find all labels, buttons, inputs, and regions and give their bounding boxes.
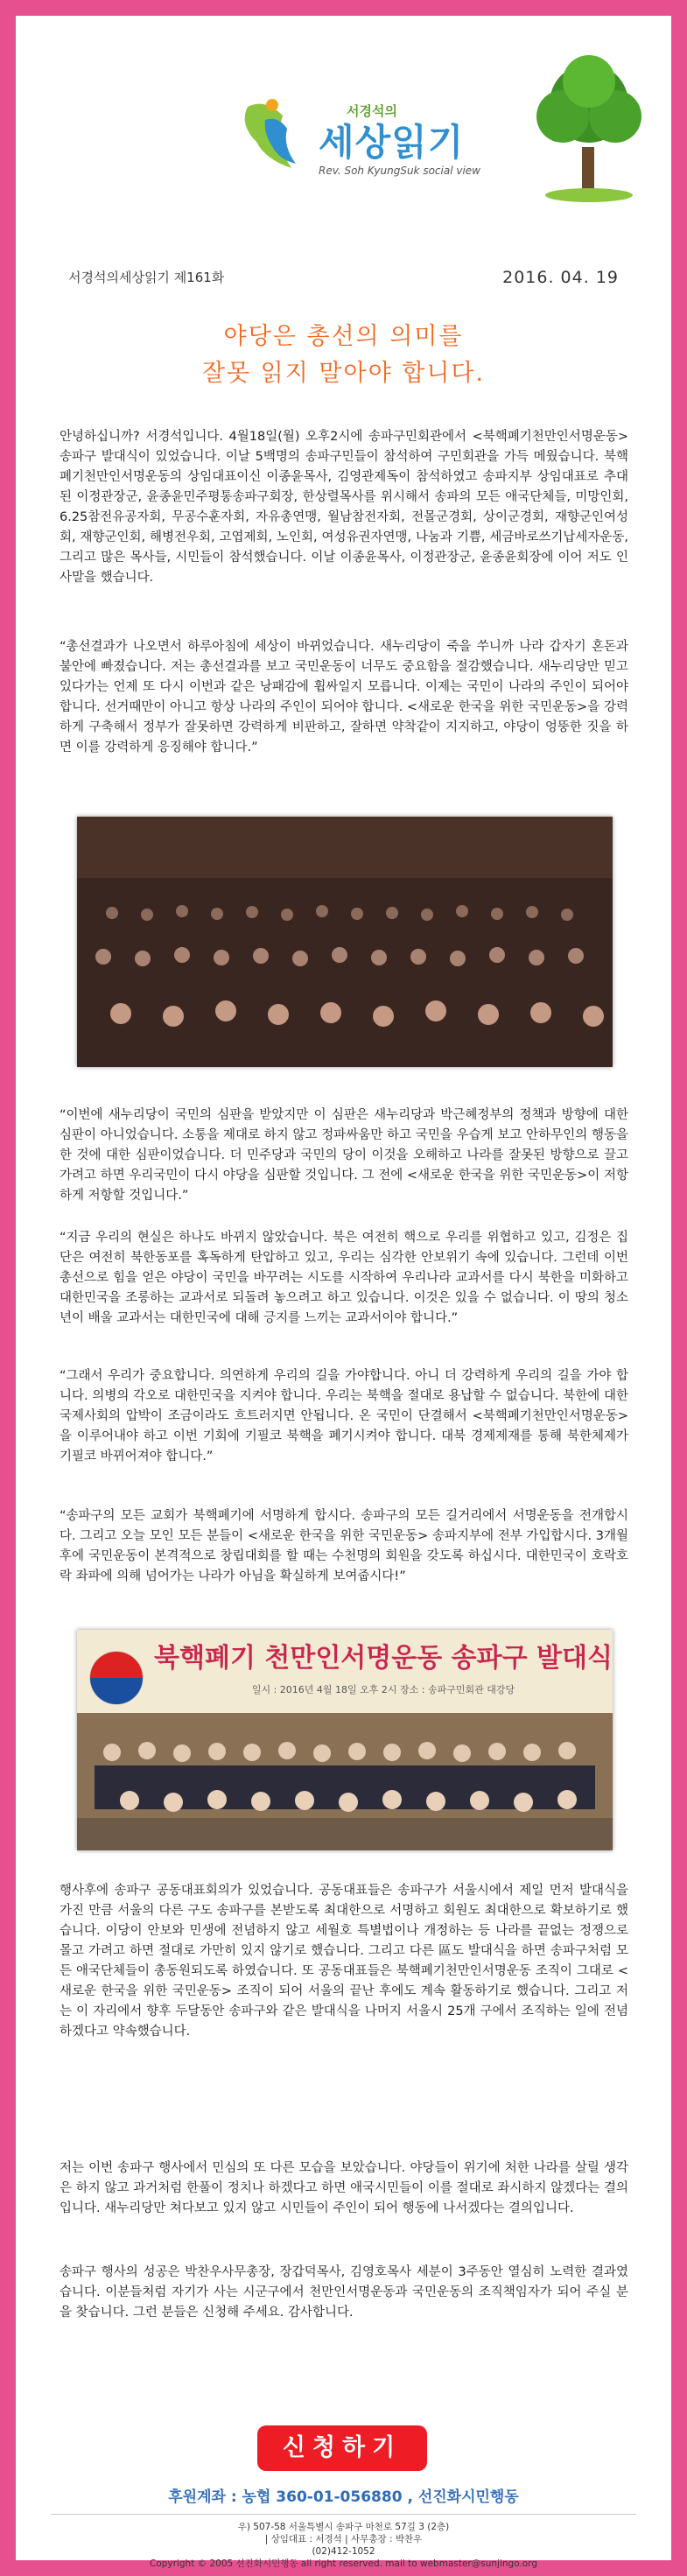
- footer: [16, 2521, 671, 2570]
- header: [16, 16, 671, 243]
- banner-subtitle: 일시 : 2016년 4월 18일 오후 2시 장소 : 송파구민회관 대강당: [251, 1684, 515, 1695]
- footer-phone: (02)412-1052: [312, 2546, 375, 2557]
- paragraph-4: “지금 우리의 현실은 하나도 바뀌지 않았습니다. 북은 여전히 핵으로 우리를 위협하고 있고, 김정은 집단은 여전히 북한동포를 혹독하게 탄압하고 있고, 우리는 심각한 안보위기 속에 있습니다. 그런데 이번 총선으로 힘을 얻은 야당이 국민을 바꾸려는 시도를 시작하여 우리나라 교과서를 다시 북한을 미화하고 대한민국을 조롱하는 교과서로 되돌려 놓으려고 하고 있습니다. 이것은 있을 수 없습니다. 이 땅의 청소년이 배울 교과서는 대한민국에 대해 긍지를 느끼는 교과서이야 합니다.”: [60, 1231, 628, 1325]
- issue-date: 2016. 04. 19: [502, 268, 619, 287]
- footer-contacts: | 상임대표 : 서경석 | 사무총장 : 박찬우: [264, 2534, 423, 2544]
- donation-account: 후원계좌 : 농협 360-01-056880 , 선진화시민행동: [168, 2488, 519, 2506]
- tree-illustration: [528, 51, 650, 204]
- issue-row: [68, 268, 619, 289]
- issue-label: 서경석의세상읽기 제161화: [68, 270, 225, 285]
- logo-name: 세상읽기: [319, 121, 465, 164]
- paragraph-8: 저는 이번 송파구 행사에서 민심의 또 다른 모습을 보았습니다. 야당들이 위기에 처한 나라를 살릴 생각은 하지 않고 과거처럼 한풀이 정치나 하겠다고 하면 애국시민들이 이를 절대로 좌시하지 않겠다는 결의입니다. 새누리당만 쳐다보고 있지 않고 시민들이 주인이 되어 행동에 나서겠다는 결의입니다.: [60, 2161, 628, 2215]
- event-photo-group: [77, 1630, 613, 1850]
- paragraph-1: 안녕하십니까? 서경석입니다. 4월18일(월) 오후2시에 송파구민회관에서 <북핵폐기천만인서명운동>송파구 발대식이 있었습니다. 이날 5백명의 송파구민들이 참석하여 구민회관을 가득 메웠습니다. 북핵폐기천만인서명운동의 상임대표이신 이종윤목사, 김영관제독이 참석하였고 송파지부 상임대표로 추대된 이정관장군, 윤종윤민주평통송파구회장, 한상렬목사를 위시해서 송파의 모든 애국단체들, 미망인회, 6.25참전유공자회, 무공수훈자회, 자유총연맹, 월남참전자회, 전몰군경회, 상이군경회, 재향군인여성회, 재향군인회, 해병전우회, 고엽제회, 노인회, 여성유권자연맹, 나눔과 기쁨, 세금바로쓰기납세자운동, 그리고 많은 목사들, 시민들이 참석했습니다. 이날 이종윤목사, 이정관장군, 윤종윤회장에 이어 저도 인사말을 했습니다.: [60, 430, 628, 585]
- article-title: [16, 319, 671, 392]
- logo-tagline: Rev. Soh KyungSuk social view: [319, 165, 480, 177]
- footer-copyright: Copyright © 2005 선진화시민행동 all right reserved. mail to webmaster@sunjingo.org: [150, 2558, 537, 2569]
- logo-sub-name: 서경석의: [347, 103, 397, 119]
- paragraph-3: “이번에 새누리당이 국민의 심판을 받았지만 이 심판은 새누리당과 박근혜정부의 정책과 방향에 대한 심판이 아니었습니다. 소통을 제대로 하지 않고 정파싸움만 하고 국민을 우습게 보고 안하무인의 행동을 한 것에 대한 심판이었습니다. 더 민주당과 국민의 당이 이것을 오해하고 나라를 잘못된 방향으로 끌고 가려고 하면 우리국민이 다시 야당을 심판할 것입니다. 그 전에 <새로운 한국을 위한 국민운동>이 저항하게 저항할 것입니다.”: [60, 1108, 628, 1203]
- title-line-1: 야당은 총선의 의미를: [223, 323, 464, 350]
- group-image: [77, 1630, 613, 1850]
- paragraph-2: “총선결과가 나오면서 하루아침에 세상이 바뀌었습니다. 새누리당이 죽을 쑤니까 나라 갑자기 혼돈과 불안에 빠졌습니다. 저는 총선결과를 보고 국민운동이 너무도 중요함을 절감했습니다. 새누리당만 믿고 있다가는 언제 또 다시 이번과 같은 낭패감에 휩싸일지 모릅니다. 이제는 국민이 나라의 주인이 되어야 합니다. 선거때만이 아니고 항상 나라의 주인이 되어야 합니다. <새로운 한국을 위한 국민운동>을 강력하게 구축해서 정부가 잘못하면 강력하게 비판하고, 잘하면 약착같이 지지하고, 야당이 엉뚱한 짓을 하면 이를 강력하게 응징해야 합니다.”: [60, 640, 628, 755]
- apply-button[interactable]: 신청하기: [257, 2425, 427, 2471]
- paragraph-6: “송파구의 모든 교회가 북핵폐기에 서명하게 합시다. 송파구의 모든 길거리에서 서명운동을 전개합시다. 그리고 오늘 모인 모든 분들이 <새로운 한국을 위한 국민운동> 송파지부에 전부 가입합시다. 3개월 후에 국민운동이 본격적으로 창립대회를 할 때는 수천명의 회원을 갖도록 하십시다. 대한민국이 호락호락 좌파에 의해 넘어가는 나라가 아님을 확실하게 보여줍시다!”: [60, 1509, 628, 1583]
- event-photo-audience: [77, 817, 613, 1067]
- audience-image: [77, 817, 613, 1067]
- paragraph-5: “그래서 우리가 중요합니다. 의연하게 우리의 길을 가야합니다. 아니 더 강력하게 우리의 길을 가야 합니다. 의병의 각오로 대한민국을 지켜야 합니다. 우리는 북핵을 절대로 용납할 수 없습니다. 북한에 대한 국제사회의 압박이 조금이라도 흐트러지면 안됩니다. 온 국민이 단결해서 <북핵폐기천만인서명운동>을 이루어내야 하고 이번 기회에 기필코 북핵을 폐기시켜야 합니다. 대북 경제제재를 통해 북한체제가 기필코 바뀌어져야 합니다.”: [60, 1369, 628, 1463]
- title-line-2: 잘못 읽지 말아야 합니다.: [201, 360, 486, 387]
- footer-address: 우) 507-58 서울특별시 송파구 마천로 57길 3 (2층): [237, 2522, 450, 2532]
- banner-title: 북핵폐기 천만인서명운동 송파구 발대식: [154, 1643, 613, 1674]
- paragraph-7: 행사후에 송파구 공동대표회의가 있었습니다. 공동대표들은 송파구가 서울시에서 제일 먼저 발대식을 가진 만큼 서울의 다른 구도 송파구를 본받도록 최대한으로 서명하고 회원도 최대한으로 확보하기로 했습니다. 이당이 안보와 민생에 전념하지 않고 세월호 특별법이나 개정하는 등 나라를 끝없는 정쟁으로 몰고 가려고 하면 절대로 가만히 있지 않기로 했습니다. 그리고 다른 區도 발대식을 하면 송파구처럼 모든 애국단체들이 총동원되도록 하였습니다. 또 공동대표들은 북핵폐기천만인서명운동 조직이 그대로 <새로운 한국을 위한 국민운동> 조직이 되어 서울의 끝난 후에도 계속 활동하기로 했습니다. 그리고 저는 이 자리에서 향후 두달동안 송파구와 같은 발대식을 나머지 서울시 25개 구에서 조직하는 일에 전념하겠다고 약속했습니다.: [60, 1884, 628, 2039]
- paragraph-9: 송파구 행사의 성공은 박찬우사무총장, 장갑덕목사, 김영호목사 세분이 3주동안 열심히 노력한 결과였습니다. 이분들처럼 자기가 사는 시군구에서 천만인서명운동과 국민운동의 조직책임자가 되어 주실 분을 찾습니다. 그런 분들은 신청해 주세요. 감사합니다.: [60, 2265, 628, 2320]
- newsletter-sheet: [16, 16, 671, 2569]
- footer-divider: [51, 2514, 636, 2515]
